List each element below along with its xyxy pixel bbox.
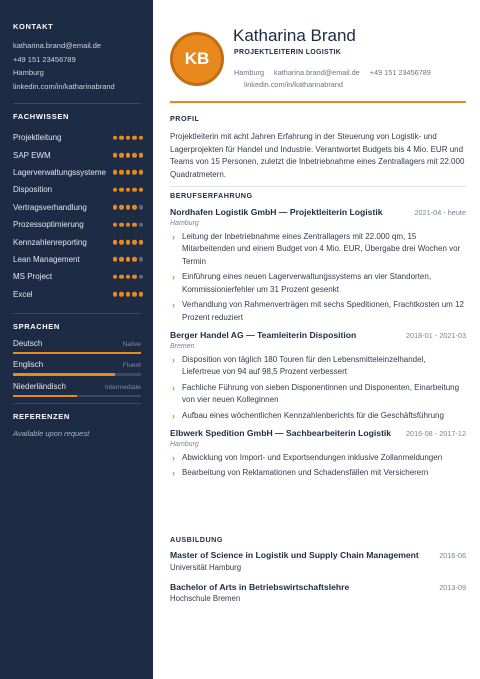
rating-dot — [113, 222, 118, 227]
job-bullet: › Einführung eines neuen Lagerverwaltungssystems an vier Standorten, Kommissionierfehler um 31 Prozent gesenkt — [170, 271, 466, 296]
rating-dot — [139, 188, 144, 193]
header-linkedin[interactable]: linkedin.com/in/katharinabrand — [244, 80, 343, 89]
job-bullet: › Abwicklung von Import- und Exportsendungen inklusive Zollanmeldungen — [170, 452, 466, 465]
rating-dot — [119, 135, 124, 140]
skill-row — [13, 129, 143, 146]
language-level: Fluent — [122, 362, 141, 370]
job-bullets — [170, 354, 466, 423]
education-heading: AUSBILDUNG — [170, 535, 223, 544]
job-bullet: › Bearbeitung von Reklamationen und Schadensfällen mit Versicherern — [170, 467, 466, 480]
language-bar-fill — [13, 352, 141, 355]
education-row — [170, 582, 466, 594]
rating-dot — [132, 205, 137, 210]
rating-dot — [119, 153, 124, 158]
education-school: Universität Hamburg — [170, 562, 242, 572]
education-section — [170, 535, 466, 613]
rating-dot — [119, 275, 124, 280]
profile-text: Projektleiterin mit acht Jahren Erfahrung in der Steuerung von Logistik- und Lagerprojekten für Handel und Industrie. Verantwortet Budgets bis 4 Mio. EUR und Teams von 15 Personen, zuletzt die Inbetriebnahme eines Zentrallagers mit 22.000 Quadratmetern. — [170, 132, 465, 179]
job-entry — [170, 207, 466, 324]
rating-dot — [126, 222, 131, 227]
language-name: Niederländisch — [13, 381, 66, 391]
language-item — [13, 360, 141, 376]
job-bullets — [170, 452, 466, 480]
rating-dot — [132, 188, 137, 193]
skills-heading: FACHWISSEN — [13, 112, 70, 121]
education-list — [170, 550, 466, 603]
contact-email[interactable]: katharina.brand@email.de — [13, 41, 102, 50]
header-phone[interactable]: +49 151 23456789 — [369, 68, 431, 77]
contact-heading: KONTAKT — [13, 22, 54, 31]
skill-name: Lagerverwaltungssysteme — [13, 167, 106, 177]
language-bar-fill — [13, 373, 115, 376]
job-title-row — [170, 207, 466, 219]
job-location: Hamburg — [170, 219, 199, 227]
languages-list — [13, 339, 153, 398]
skill-row — [13, 251, 143, 268]
languages-heading: SPRACHEN — [13, 321, 60, 331]
job-dates: 2018-01 - 2021-03 — [405, 331, 466, 340]
rating-dot — [113, 170, 118, 175]
skill-name: Vertragsverhandlung — [13, 202, 87, 212]
profile-section — [170, 114, 466, 187]
rating-dot — [126, 188, 131, 193]
education-entry — [170, 550, 466, 572]
job-location: Bremen — [170, 342, 195, 350]
job-title-row — [170, 428, 466, 440]
rating-dot — [132, 170, 137, 175]
rating-dot — [126, 275, 131, 280]
rating-dot — [113, 135, 118, 140]
skill-row — [13, 233, 143, 250]
skill-rating — [113, 188, 144, 193]
rating-dot — [132, 153, 137, 158]
language-bar — [13, 352, 141, 355]
rating-dot — [119, 292, 124, 297]
rating-dot — [113, 188, 118, 193]
rating-dot — [126, 257, 131, 262]
language-item — [13, 382, 141, 398]
rating-dot — [139, 153, 144, 158]
sidebar — [0, 0, 153, 679]
rating-dot — [139, 257, 144, 262]
education-school: Hochschule Bremen — [170, 594, 241, 603]
language-header — [13, 360, 141, 369]
job-bullet: › Aufbau eines wöchentlichen Kennzahlenberichts für die Geschäftsführung — [170, 410, 466, 423]
contact-linkedin[interactable]: linkedin.com/in/katharinabrand — [13, 81, 115, 91]
section-rule — [170, 186, 466, 187]
skill-row — [13, 181, 143, 198]
rating-dot — [119, 222, 124, 227]
experience-heading: BERUFSERFAHRUNG — [170, 191, 253, 200]
rating-dot — [126, 170, 131, 175]
skill-name: Excel — [13, 289, 33, 299]
job-entry — [170, 428, 466, 480]
rating-dot — [132, 222, 137, 227]
skill-name: Kennzahlenreporting — [13, 237, 87, 247]
rating-dot — [113, 240, 118, 245]
skill-rating — [113, 240, 144, 245]
rating-dot — [132, 275, 137, 280]
contact-location: Hamburg — [13, 68, 44, 77]
language-item — [13, 339, 141, 355]
education-date: 2016-06 — [439, 551, 466, 560]
language-bar — [13, 395, 141, 398]
skill-rating — [113, 170, 144, 175]
language-name: Englisch — [13, 360, 44, 370]
rating-dot — [119, 205, 124, 210]
job-dates: 2021-04 - heute — [414, 208, 466, 217]
skill-name: MS Project — [13, 272, 53, 282]
experience-section — [170, 191, 466, 486]
rating-dot — [139, 205, 144, 210]
education-degree: Master of Science in Logistik und Supply Chain Management — [170, 550, 419, 560]
language-header — [13, 382, 141, 391]
references-heading: REFERENZEN — [13, 412, 70, 422]
jobs-list — [170, 207, 466, 480]
rating-dot — [139, 222, 144, 227]
skill-rating — [113, 292, 144, 297]
rating-dot — [119, 188, 124, 193]
rating-dot — [139, 135, 144, 140]
language-level: Native — [122, 340, 141, 348]
skill-name: Lean Management — [13, 254, 80, 264]
rating-dot — [126, 240, 131, 245]
job-bullets — [170, 231, 466, 325]
rating-dot — [113, 153, 118, 158]
profile-heading: PROFIL — [170, 114, 200, 123]
avatar-initials: KB — [184, 49, 210, 68]
rating-dot — [132, 135, 137, 140]
job-bullet: › Verhandlung von Rahmenverträgen mit sechs Speditionen, Frachtkosten um 12 Prozent reduziert — [170, 299, 466, 324]
candidate-role: PROJEKTLEITERIN LOGISTIK — [234, 49, 342, 56]
skill-name: Prozessoptimierung — [13, 220, 84, 230]
job-entry — [170, 330, 466, 422]
skill-name: Disposition — [13, 185, 53, 195]
avatar — [170, 32, 224, 86]
job-title: Berger Handel AG — Teamleiterin Disposition — [170, 330, 357, 340]
education-entry — [170, 582, 466, 604]
skill-name: SAP EWM — [13, 150, 51, 160]
header-contact — [234, 67, 466, 91]
skill-row — [13, 164, 143, 181]
job-title: Elbwerk Spedition GmbH — Sachbearbeiterin Logistik — [170, 428, 392, 438]
rating-dot — [139, 292, 144, 297]
rating-dot — [132, 240, 137, 245]
header-email[interactable]: katharina.brand@email.de — [274, 68, 360, 77]
skill-row — [13, 286, 143, 303]
language-bar-fill — [13, 395, 77, 398]
language-name: Deutsch — [13, 338, 43, 348]
rating-dot — [119, 257, 124, 262]
references-text: Available upon request — [13, 429, 90, 439]
rating-dot — [126, 135, 131, 140]
language-level: Intermediate — [104, 383, 141, 391]
rating-dot — [132, 292, 137, 297]
education-date: 2013-09 — [439, 582, 466, 592]
header-location: Hamburg — [234, 68, 265, 77]
skill-row — [13, 199, 143, 216]
rating-dot — [139, 240, 144, 245]
job-location: Hamburg — [170, 440, 199, 448]
skill-rating — [113, 205, 144, 210]
rating-dot — [119, 170, 124, 175]
header-rule — [170, 101, 466, 103]
skill-name: Projektleitung — [13, 133, 62, 143]
skills-list — [13, 129, 153, 303]
job-title: Nordhafen Logistik GmbH — Projektleiterin Logistik — [170, 207, 383, 217]
rating-dot — [119, 240, 124, 245]
contact-phone[interactable]: +49 151 23456789 — [13, 54, 76, 64]
skill-rating — [113, 257, 144, 262]
skill-row — [13, 216, 143, 233]
rating-dot — [113, 205, 118, 210]
language-header — [13, 339, 141, 348]
skill-rating — [113, 153, 144, 158]
education-row — [170, 550, 466, 562]
skill-row — [13, 146, 143, 163]
job-bullet: › Leitung der Inbetriebnahme eines Zentrallagers mit 22.000 qm, 15 Mitarbeitenden und einem Budget von 4 Mio. EUR, Übergabe drei Wochen vor Termin — [170, 231, 466, 269]
rating-dot — [132, 257, 137, 262]
sidebar-divider — [13, 403, 141, 404]
sidebar-divider — [13, 103, 141, 104]
language-bar — [13, 373, 141, 376]
job-bullet: › Fachliche Führung von sieben Disponentinnen und Disponenten, Einarbeitung von vier neuen Kolleginnen — [170, 382, 466, 407]
rating-dot — [113, 257, 118, 262]
candidate-name: Katharina Brand — [233, 26, 356, 45]
skill-rating — [113, 135, 144, 140]
sidebar-divider — [13, 313, 141, 314]
job-dates: 2016-08 - 2017-12 — [405, 429, 466, 438]
skill-rating — [113, 222, 144, 227]
rating-dot — [139, 170, 144, 175]
skill-rating — [113, 275, 144, 280]
rating-dot — [139, 275, 144, 280]
education-degree: Bachelor of Arts in Betriebswirtschaftslehre — [170, 581, 350, 592]
rating-dot — [126, 153, 131, 158]
rating-dot — [126, 292, 131, 297]
skill-row — [13, 268, 143, 285]
job-title-row — [170, 330, 466, 342]
rating-dot — [113, 275, 118, 280]
rating-dot — [126, 205, 131, 210]
rating-dot — [113, 292, 118, 297]
job-bullet: › Disposition von täglich 180 Touren für den Lebensmitteleinzelhandel, Liefertreue von 94 auf 98,5 Prozent verbessert — [170, 354, 466, 379]
